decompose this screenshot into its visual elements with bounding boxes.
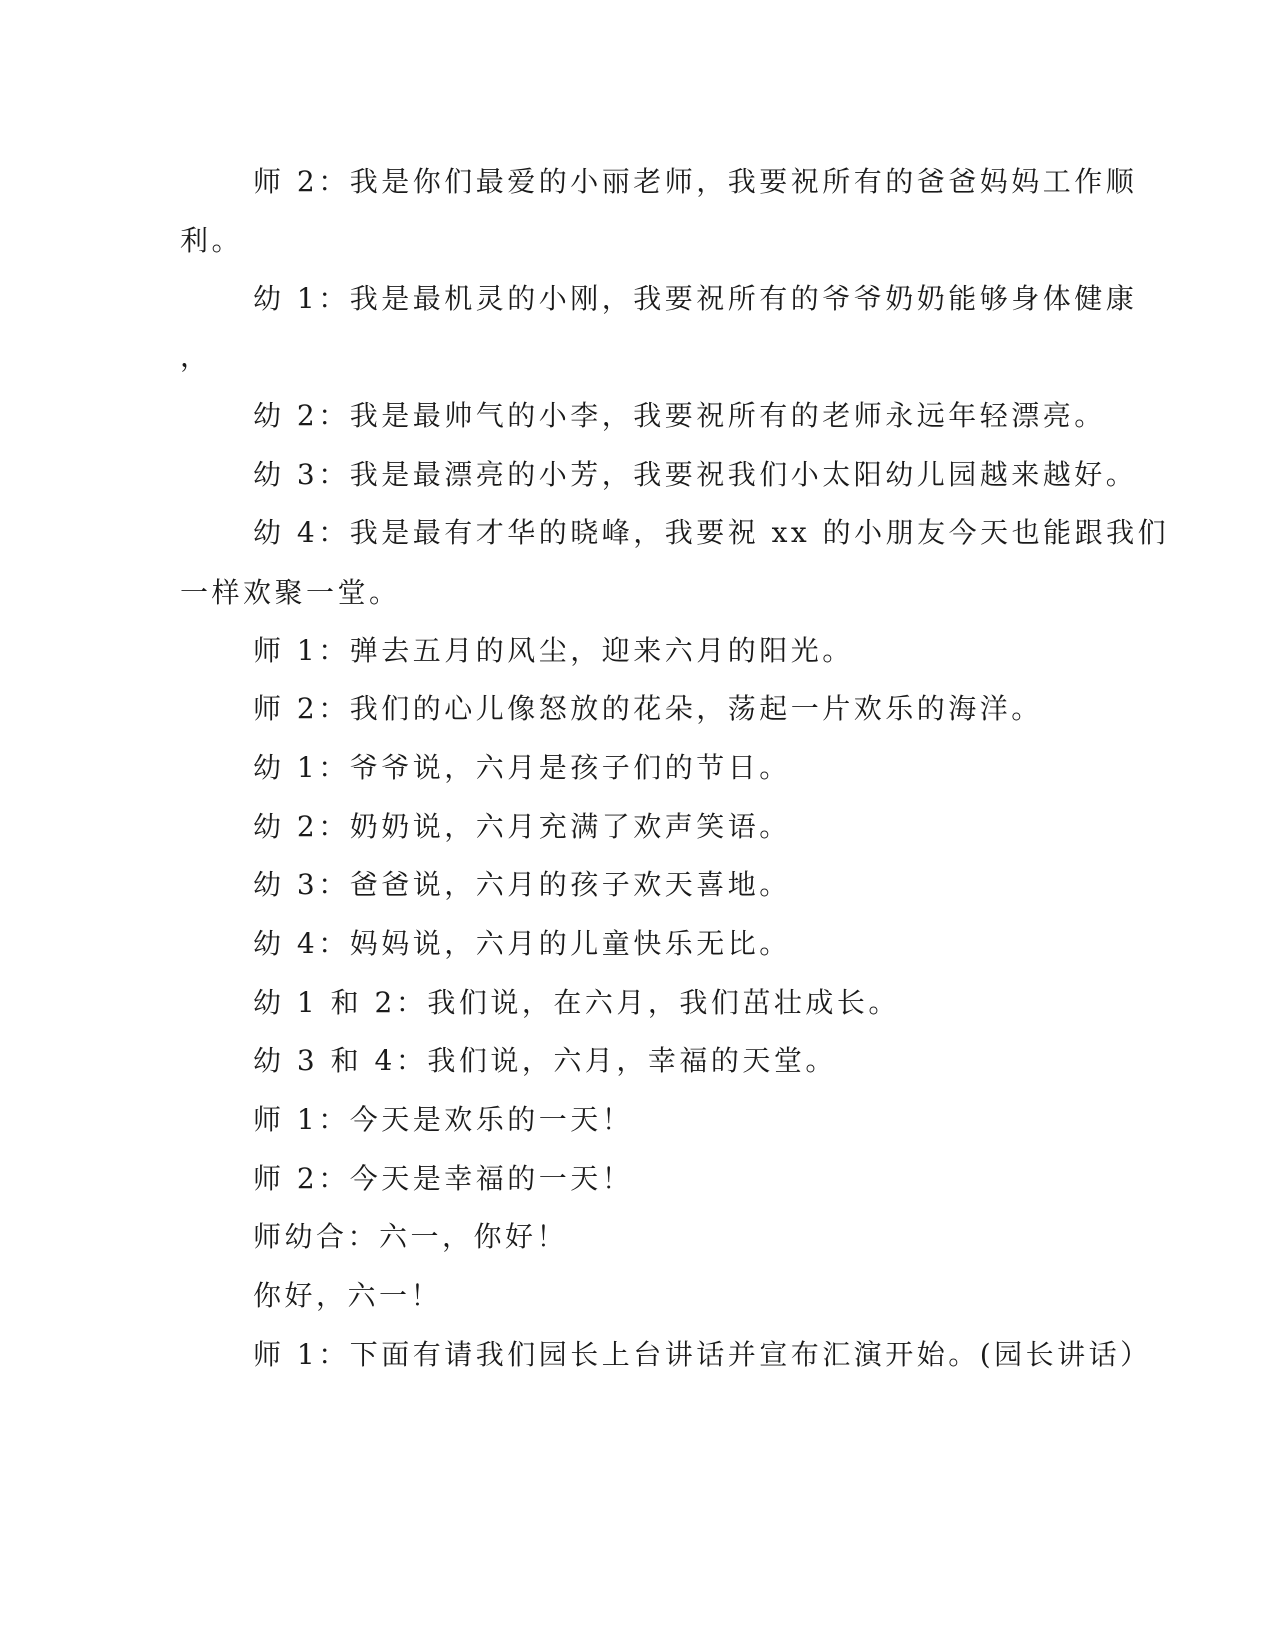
script-line: 师 2：我们的心儿像怒放的花朵，荡起一片欢乐的海洋。: [253, 692, 1043, 725]
script-line: 师 2：今天是幸福的一天！: [253, 1162, 634, 1195]
script-line: 师 2：我是你们最爱的小丽老师，我要祝所有的爸爸妈妈工作顺: [253, 165, 1138, 198]
script-line: 幼 3：我是最漂亮的小芳，我要祝我们小太阳幼儿园越来越好。: [253, 458, 1138, 491]
script-line-continuation: ，: [180, 340, 212, 373]
script-line: 幼 1：我是最机灵的小刚，我要祝所有的爷爷奶奶能够身体健康: [253, 282, 1138, 315]
script-line: 幼 2：奶奶说，六月充满了欢声笑语。: [253, 810, 791, 843]
script-line-continuation: 一样欢聚一堂。: [180, 576, 401, 609]
script-line-continuation: 利。: [180, 224, 244, 257]
script-line: 幼 3：爸爸说，六月的孩子欢天喜地。: [253, 868, 791, 901]
script-line: 师 1：下面有请我们园长上台讲话并宣布汇演开始。(园长讲话）: [253, 1338, 1152, 1371]
script-line: 幼 4：妈妈说，六月的儿童快乐无比。: [253, 927, 791, 960]
script-line: 幼 1 和 2：我们说，在六月，我们茁壮成长。: [253, 986, 900, 1019]
script-line: 你好，六一！: [253, 1279, 443, 1312]
script-line: 师幼合：六一，你好！: [253, 1220, 569, 1253]
script-line: 幼 3 和 4：我们说，六月，幸福的天堂。: [253, 1044, 837, 1077]
script-line: 师 1：弹去五月的风尘，迎来六月的阳光。: [253, 634, 854, 667]
script-line: 幼 2：我是最帅气的小李，我要祝所有的老师永远年轻漂亮。: [253, 399, 1106, 432]
script-line: 幼 1：爷爷说，六月是孩子们的节日。: [253, 751, 791, 784]
script-line: 师 1：今天是欢乐的一天！: [253, 1103, 634, 1136]
script-line: 幼 4：我是最有才华的晓峰，我要祝 xx 的小朋友今天也能跟我们: [253, 516, 1170, 549]
